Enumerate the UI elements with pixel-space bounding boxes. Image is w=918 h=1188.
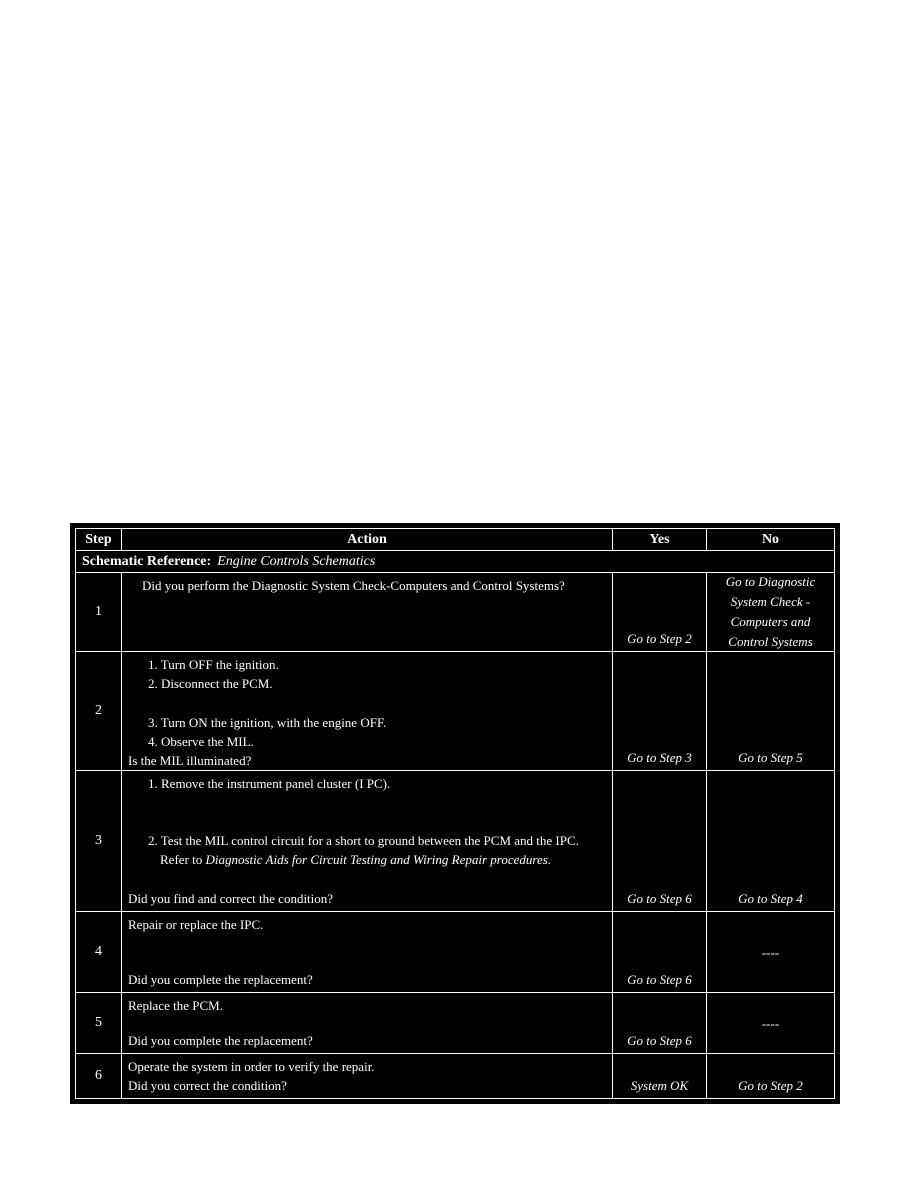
row4-action [122, 912, 612, 992]
row2-item-3: 3. Turn ON the ignition, with the engine OFF. [148, 715, 387, 730]
header-step: Step [76, 529, 121, 550]
row6-action [122, 1054, 612, 1098]
row3-item-2-reference: Diagnostic Aids for Circuit Testing and Wiring Repair procedures. [205, 852, 552, 867]
row3-item-2 [128, 831, 588, 869]
row1-action [122, 573, 612, 651]
row4-no: ---- [707, 912, 834, 992]
row2-spacer [128, 693, 604, 713]
row2-item-1: 1. Turn OFF the ignition. [148, 657, 279, 672]
row6-no: Go to Step 2 [707, 1054, 834, 1098]
row2-item-4: 4. Observe the MIL. [148, 734, 254, 749]
row2-step: 2 [76, 652, 121, 770]
schematic-reference-row [76, 551, 834, 572]
row2-no: Go to Step 5 [707, 652, 834, 770]
row2-action [122, 652, 612, 770]
row6-action-text: Operate the system in order to verify the repair. [128, 1059, 375, 1074]
row3-item-1: 1. Remove the instrument panel cluster (I PC). [148, 776, 391, 791]
row1-yes: Go to Step 2 [613, 573, 706, 651]
diagnostic-table [70, 523, 840, 1104]
row2-question: Is the MIL illuminated? [128, 753, 252, 768]
row5-question: Did you complete the replacement? [128, 1033, 313, 1048]
row6-step: 6 [76, 1054, 121, 1098]
row1-step: 1 [76, 573, 121, 651]
row4-step: 4 [76, 912, 121, 992]
row3-action [122, 771, 612, 911]
row4-action-text: Repair or replace the IPC. [128, 917, 264, 932]
schematic-reference-value: Engine Controls Schematics [217, 553, 376, 569]
row3-question: Did you find and correct the condition? [128, 891, 334, 906]
row2-item-2: 2. Disconnect the PCM. [148, 676, 273, 691]
schematic-reference-label: Schematic Reference: [82, 553, 212, 569]
row6-yes: System OK [613, 1054, 706, 1098]
row5-step: 5 [76, 993, 121, 1053]
row4-yes: Go to Step 6 [613, 912, 706, 992]
row3-item-2-text: 2. Test the MIL control circuit for a short to ground between the PCM and the IPC. Refer to [148, 833, 579, 867]
header-no: No [707, 529, 834, 550]
row5-action-text: Replace the PCM. [128, 998, 223, 1013]
row5-action [122, 993, 612, 1053]
header-yes: Yes [613, 529, 706, 550]
row4-question: Did you complete the replacement? [128, 972, 313, 987]
row3-step: 3 [76, 771, 121, 911]
row1-action-text: Did you perform the Diagnostic System Check-Computers and Control Systems? [142, 578, 565, 593]
header-action: Action [122, 529, 612, 550]
row5-no: ---- [707, 993, 834, 1053]
row3-spacer [128, 793, 604, 831]
row6-question: Did you correct the condition? [128, 1078, 287, 1093]
diagnostic-table-grid [75, 528, 835, 1099]
row3-yes: Go to Step 6 [613, 771, 706, 911]
row3-no: Go to Step 4 [707, 771, 834, 911]
row2-yes: Go to Step 3 [613, 652, 706, 770]
row5-yes: Go to Step 6 [613, 993, 706, 1053]
row1-no: Go to Diagnostic System Check - Computers and Control Systems [707, 573, 834, 651]
